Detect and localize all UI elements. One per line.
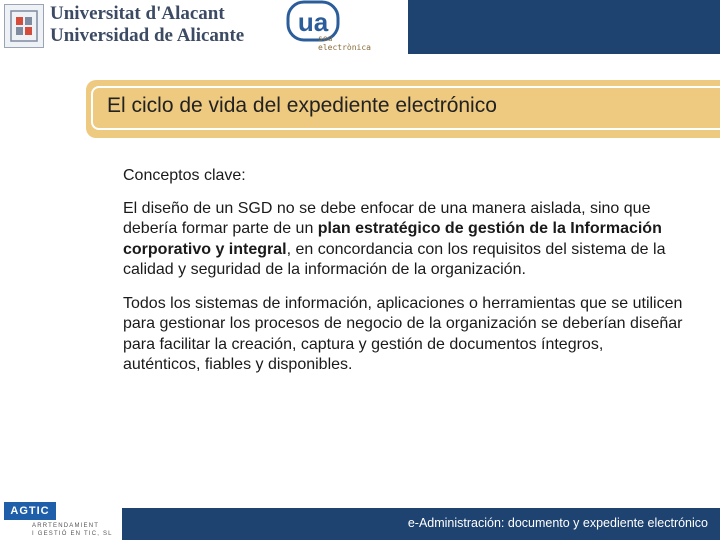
paragraph-1-end: , en concordancia con los requisitos del sistema de la calidad y seguridad de la información de la organización. [123,240,666,278]
footer-band [122,508,720,540]
concepts-label: Conceptos clave: [123,167,246,184]
paragraph-2: Todos los sistemas de información, aplicaciones o herramientas que se utilicen para gestionar los procesos de negocio de la organización se deberían diseñar para facilitar la creación, captura y gestión de documentos íntegros, auténticos, fiables y disponibles. [123,294,683,373]
university-seal-icon [4,4,44,48]
agtic-sub-line2: I GESTIÓ EN TIC, SL [32,531,113,537]
paragraph-1-start: El diseño de un SGD no se debe enfocar de una manera aislada, sino que debería formar parte de un [123,199,651,237]
slide-content [123,166,683,389]
university-logo [0,0,245,52]
university-name-line1: Universitat d'Alacant [50,3,225,24]
agtic-logo-subtitle [32,522,118,538]
university-name [50,3,245,47]
header [0,0,720,56]
agtic-logo-box: AGTIC [4,502,56,520]
svg-text:ua: ua [297,7,329,37]
seu-line1: seu [318,34,333,43]
header-band [408,0,720,54]
paragraph-1 [123,199,683,281]
seu-electronica-label [318,34,371,52]
paragraph-1-emphasis: plan estratégico de gestión de la Información corporativo y integral [123,220,662,258]
agtic-sub-line1: ARRTENDAMIENT [32,523,100,529]
slide-title: El ciclo de vida del expediente electrónico [107,94,497,117]
footer-text: e-Administración: documento y expediente electrónico [407,516,708,530]
seu-line2: electrònica [318,43,371,52]
agtic-logo [0,500,120,540]
university-name-line2: Universidad de Alicante [50,25,245,46]
